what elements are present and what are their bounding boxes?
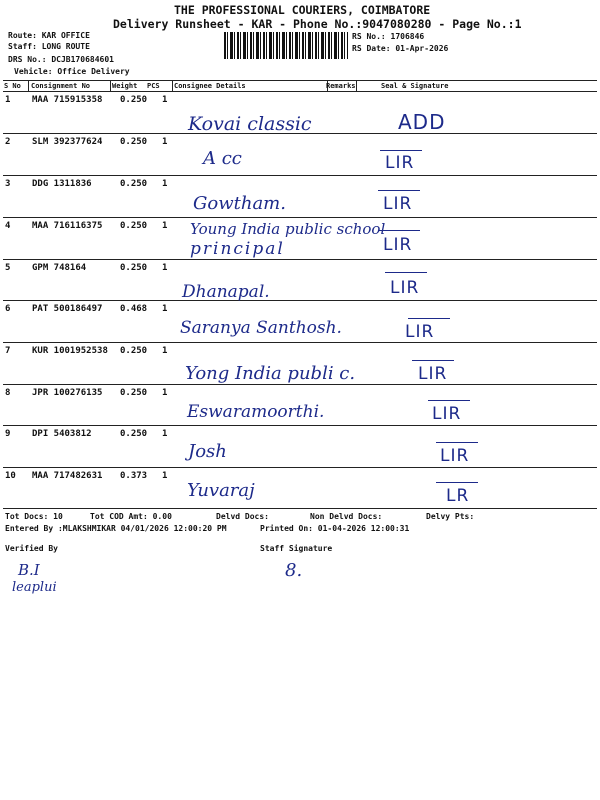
row-consignee-handwriting: Kovai classic	[188, 113, 312, 135]
verified-by-label: Verified By	[5, 544, 58, 553]
entered-by: Entered By :MLAKSHMIKAR 04/01/2026 12:00:20 PM	[5, 524, 227, 533]
route-text: Route: KAR OFFICE	[8, 31, 90, 40]
row-consignee-handwriting: A cc	[203, 148, 242, 169]
verifier-signature-line2: leaplui	[12, 580, 57, 595]
row-weight: 0.250	[120, 429, 148, 439]
delivered-docs: Delvd Docs:	[216, 512, 269, 521]
signature-stroke	[408, 318, 450, 319]
row-signature-handwriting: LIR	[440, 446, 470, 466]
document-title: THE PROFESSIONAL COURIERS, COIMBATORE	[174, 3, 431, 17]
col-header-consignee: Consignee Details	[174, 82, 246, 90]
col-header-weight: Weight	[112, 82, 138, 90]
row-consignee-handwriting: Eswaramoorthi.	[187, 402, 325, 422]
row-weight: 0.250	[120, 95, 148, 105]
row-signature-handwriting: ADD	[398, 110, 446, 134]
row-sno: 5	[5, 263, 11, 273]
row-consignee-handwriting: Saranya Santhosh.	[180, 318, 342, 338]
row-consignment: DPI 5403812	[32, 429, 92, 439]
row-signature-handwriting: LIR	[405, 322, 435, 342]
rs-number: RS No.: 1706846	[352, 32, 425, 41]
row-consignment: JPR 100276135	[32, 388, 103, 398]
row-signature-handwriting: LIR	[418, 364, 448, 384]
row-weight: 0.468	[120, 304, 148, 314]
signature-stroke	[378, 230, 420, 231]
row-weight: 0.250	[120, 388, 148, 398]
row-pcs: 1	[162, 95, 168, 105]
row-sno: 1	[5, 95, 11, 105]
row-sno: 8	[5, 388, 11, 398]
row-consignee-handwriting: Dhanapal.	[182, 282, 270, 302]
row-sno: 3	[5, 179, 11, 189]
row-weight: 0.250	[120, 346, 148, 356]
row-pcs: 1	[162, 471, 168, 481]
col-header-remarks: Remarks	[326, 82, 356, 90]
row-sno: 10	[5, 471, 16, 481]
row-sno: 2	[5, 137, 11, 147]
staff-signature-label: Staff Signature	[260, 544, 333, 553]
row-sno: 4	[5, 221, 11, 231]
row-consignment: PAT 500186497	[32, 304, 103, 314]
row-weight: 0.250	[120, 263, 148, 273]
row-signature-handwriting: LIR	[432, 404, 462, 424]
verifier-signature: B.I	[18, 561, 40, 579]
rs-date: RS Date: 01-Apr-2026	[352, 44, 449, 53]
drs-number: DRS No.: DCJB170684601	[8, 55, 114, 64]
row-pcs: 1	[162, 346, 168, 356]
row-consignee-handwriting: Yuvaraj	[187, 480, 255, 501]
row-consignee-handwriting: Young India public school	[190, 220, 386, 238]
signature-stroke	[378, 190, 420, 191]
row-consignment: MAA 715915358	[32, 95, 103, 105]
row-sno: 9	[5, 429, 11, 439]
row-signature-handwriting: LIR	[390, 278, 420, 298]
row-weight: 0.250	[120, 137, 148, 147]
col-header-seal: Seal & Signature	[381, 82, 449, 90]
signature-stroke	[380, 150, 422, 151]
vehicle-text: Vehicle: Office Delivery	[14, 67, 130, 76]
row-consignment: MAA 716116375	[32, 221, 103, 231]
row-pcs: 1	[162, 221, 168, 231]
col-header-consignment: Consignment No	[31, 82, 91, 90]
staff-signature-mark: 8.	[285, 560, 303, 581]
delivery-points: Delvy Pts:	[426, 512, 475, 521]
row-pcs: 1	[162, 263, 168, 273]
total-docs: Tot Docs: 10	[5, 512, 63, 521]
signature-stroke	[428, 400, 470, 401]
signature-stroke	[436, 482, 478, 483]
row-consignment: KUR 1001952538	[32, 346, 108, 356]
row-signature-handwriting: LIR	[383, 194, 413, 214]
row-consignee-handwriting: Josh	[188, 441, 227, 462]
col-header-pcs: PCS	[147, 82, 160, 90]
row-pcs: 1	[162, 388, 168, 398]
row-consignment: DDG 1311836	[32, 179, 92, 189]
row-weight: 0.250	[120, 179, 148, 189]
row-consignee-handwriting: Gowtham.	[193, 193, 286, 214]
staff-text: Staff: LONG ROUTE	[8, 42, 90, 51]
barcode	[224, 32, 348, 59]
row-weight: 0.373	[120, 471, 148, 481]
row-pcs: 1	[162, 304, 168, 314]
row-weight: 0.250	[120, 221, 148, 231]
row-sno: 7	[5, 346, 11, 356]
row-pcs: 1	[162, 429, 168, 439]
row-consignee-handwriting: Yong India publi c.	[185, 363, 356, 384]
row-signature-handwriting: LIR	[383, 235, 413, 255]
runsheet-title: Delivery Runsheet - KAR - Phone No.:9047080280 - Page No.:1	[113, 17, 522, 31]
row-consignee-handwriting-line2: principal	[190, 239, 285, 259]
row-signature-handwriting: LIR	[385, 153, 415, 173]
row-pcs: 1	[162, 137, 168, 147]
row-pcs: 1	[162, 179, 168, 189]
row-sno: 6	[5, 304, 11, 314]
printed-on: Printed On: 01-04-2026 12:00:31	[260, 524, 410, 533]
row-consignment: SLM 392377624	[32, 137, 103, 147]
col-header-sno: S No	[4, 82, 21, 90]
non-delivered-docs: Non Delvd Docs:	[310, 512, 383, 521]
signature-stroke	[385, 272, 427, 273]
row-consignment: MAA 717482631	[32, 471, 103, 481]
row-consignment: GPM 748164	[32, 263, 87, 273]
row-signature-handwriting: LR	[446, 486, 470, 506]
total-cod-amount: Tot COD Amt: 0.00	[90, 512, 172, 521]
signature-stroke	[436, 442, 478, 443]
signature-stroke	[412, 360, 454, 361]
